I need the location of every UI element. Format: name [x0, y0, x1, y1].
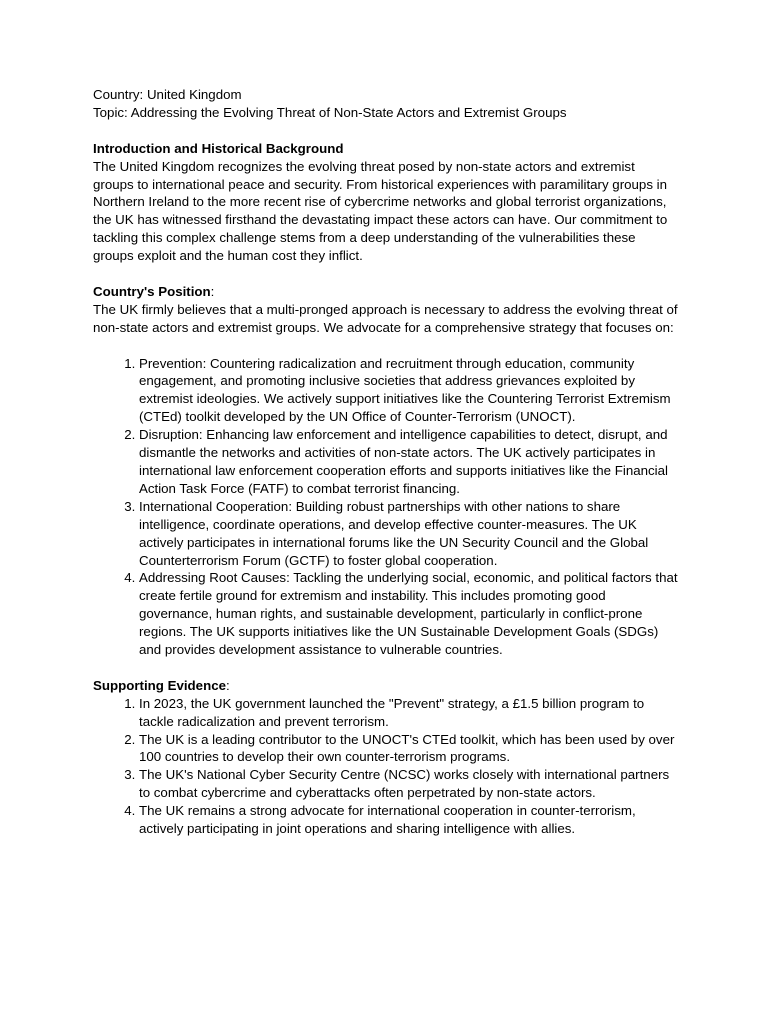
position-list — [93, 355, 678, 659]
position-list-item: 4. Addressing Root Causes: Tackling the underlying social, economic, and political factors that create fertile ground for extremism and instability. This includes promoting good governance, human rights, and sustainable development, particularly in conflict-prone regions. The UK supports initiatives like the UN Sustainable Development Goals (SDGs) and provides development assistance to vulnerable countries. — [139, 569, 678, 659]
position-heading-colon: : — [210, 283, 215, 299]
country-line: Country: United Kingdom — [93, 87, 242, 102]
position-body: The UK firmly believes that a multi-pronged approach is necessary to address the evolving threat of non-state actors and extremist groups. We advocate for a comprehensive strategy that focuses on: — [93, 301, 678, 335]
evidence-list-item: 3. The UK's National Cyber Security Centre (NCSC) works closely with international partners to combat cybercrime and cyberattacks often perpetrated by non-state actors. — [139, 766, 678, 802]
evidence-heading-line — [93, 677, 678, 695]
position-list-item: 3. International Cooperation: Building robust partnerships with other nations to share intelligence, coordinate operations, and develop effective counter-measures. The UK actively participates in international forums like the UN Security Council and the Global Counterterrorism Forum (GCTF) to foster global cooperation. — [139, 498, 678, 570]
introduction-body: The United Kingdom recognizes the evolving threat posed by non-state actors and extremist groups to international peace and security. From historical experiences with paramilitary groups in Northern Ireland to the more recent rise of cybercrime networks and global terrorist organizations, the UK has witnessed firsthand the devastating impact these actors can have. Our commitment to tackling this complex challenge stems from a deep understanding of the vulnerabilities these groups exploit and the human cost they inflict. — [93, 158, 668, 264]
topic-line: Topic: Addressing the Evolving Threat of Non-State Actors and Extremist Groups — [93, 104, 567, 120]
position-list-item: 1. Prevention: Countering radicalization and recruitment through education, community engagement, and promoting inclusive societies that address grievances exploited by extremist ideologies. We actively support initiatives like the Countering Terrorist Extremism (CTEd) toolkit developed by the UN Office of Counter-Terrorism (UNOCT). — [139, 355, 678, 427]
evidence-list-item: 4. The UK remains a strong advocate for international cooperation in counter-terrorism, actively participating in joint operations and sharing intelligence with allies. — [139, 802, 678, 838]
document-header — [93, 86, 678, 122]
evidence-section — [93, 677, 678, 838]
introduction-section — [93, 140, 678, 265]
evidence-list — [93, 695, 678, 838]
evidence-heading: Supporting Evidence — [93, 677, 226, 693]
position-heading: Country's Position — [93, 283, 211, 299]
introduction-heading: Introduction and Historical Background — [93, 140, 344, 156]
evidence-heading-colon: : — [225, 677, 230, 693]
evidence-list-item: 2. The UK is a leading contributor to the UNOCT's CTEd toolkit, which has been used by over 100 countries to develop their own counter-terrorism programs. — [139, 731, 678, 767]
evidence-list-item: 1. In 2023, the UK government launched the "Prevent" strategy, a £1.5 billion program to tackle radicalization and prevent terrorism. — [139, 695, 678, 731]
position-list-item: 2. Disruption: Enhancing law enforcement and intelligence capabilities to detect, disrupt, and dismantle the networks and activities of non-state actors. The UK actively participates in international law enforcement cooperation efforts and supports initiatives like the Financial Action Task Force (FATF) to combat terrorist financing. — [139, 426, 678, 498]
position-section — [93, 283, 678, 659]
position-heading-line — [93, 283, 678, 301]
